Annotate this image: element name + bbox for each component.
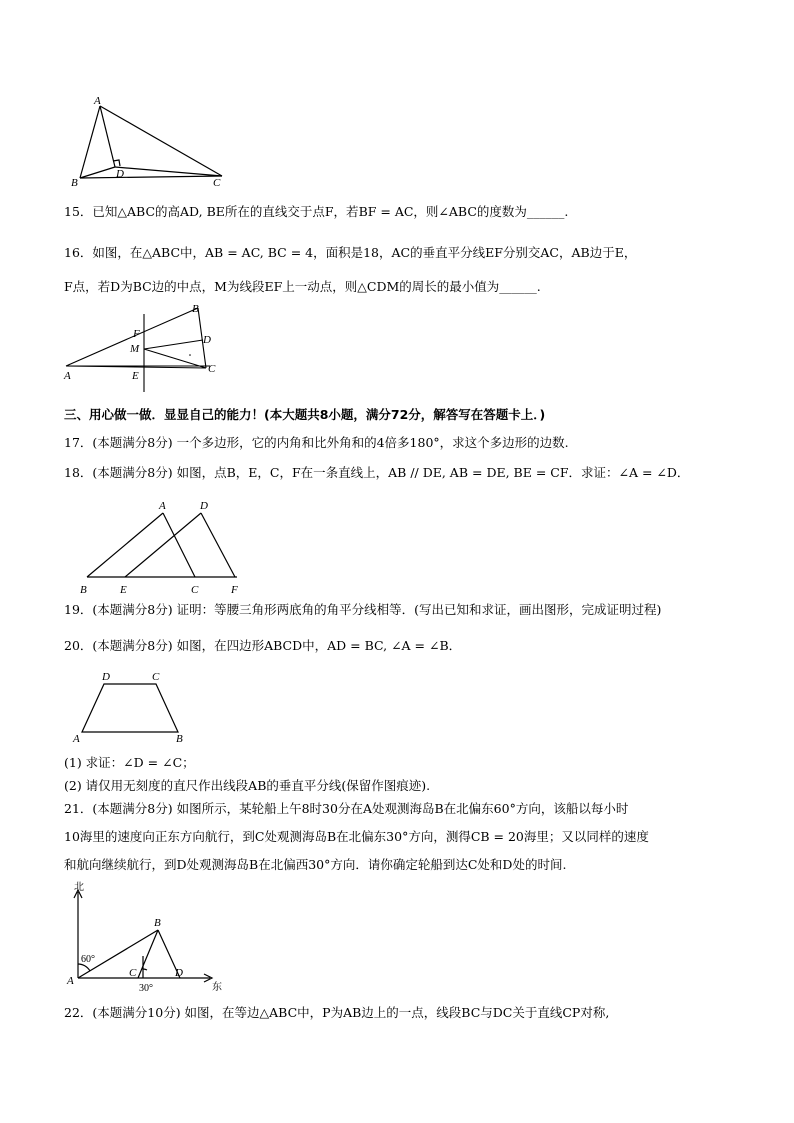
figure-q21: [62, 880, 232, 995]
figure-q14: [60, 90, 240, 190]
question-19: 19．(本题满分8分) 证明：等腰三角形两底角的角平分线相等．(写出已知和求证，画出图形，完成证明过程): [64, 602, 662, 617]
figure-q18-svg: [75, 495, 255, 600]
label-A: A: [159, 500, 166, 512]
label-C: C: [213, 177, 221, 189]
label-C: C: [152, 671, 160, 683]
question-22: 22．(本题满分10分) 如图，在等边△ABC中，P为AB边上的一点，线段BC与DC关于直线CP对称,: [64, 1005, 610, 1020]
question-21-line2: 10海里的速度向正东方向航行，到C处观测海岛B在北偏东30°方向，测得CB = 20海里；又以同样的速度: [64, 829, 649, 844]
north-label: 北: [74, 882, 84, 893]
label-D: D: [203, 334, 211, 346]
east-label: 东: [212, 982, 222, 993]
figure-q21-svg: [62, 880, 232, 995]
label-B: B: [80, 584, 87, 596]
question-18: 18．(本题满分8分) 如图，点B，E，C，F在一条直线上，AB // DE, AB = DE, BE = CF．求证：∠A = ∠D．: [64, 465, 690, 480]
question-16-line2: F点，若D为BC边的中点，M为线段EF上一动点，则△CDM的周长的最小值为______.: [64, 279, 541, 294]
label-C: C: [208, 363, 216, 375]
label-F: F: [231, 584, 238, 596]
figure-q14-svg: [60, 90, 240, 190]
figure-q16: [60, 300, 230, 390]
question-21-line3: 和航向继续航行，到D处观测海岛B在北偏西30°方向．请你确定轮船到达C处和D处的时间.: [64, 857, 567, 872]
label-A: A: [67, 975, 74, 987]
label-A: A: [73, 733, 80, 745]
figure-q20: [68, 668, 198, 746]
question-20-part2: (2) 请仅用无刻度的直尺作出线段AB的垂直平分线(保留作图痕迹).: [64, 778, 431, 793]
angle-60: 60°: [81, 954, 95, 965]
question-17: 17．(本题满分8分) 一个多边形，它的内角和比外角和的4倍多180°，求这个多边形的边数.: [64, 435, 569, 450]
figure-q18: [75, 495, 255, 600]
label-D: D: [102, 671, 110, 683]
question-16-line1: 16．如图，在△ABC中，AB = AC, BC = 4，面积是18，AC的垂直平分线EF分别交AC，AB边于E，: [64, 245, 637, 260]
question-21-line1: 21．(本题满分8分) 如图所示，某轮船上午8时30分在A处观测海岛B在北偏东60°方向，该船以每小时: [64, 801, 629, 816]
label-E: E: [120, 584, 127, 596]
label-B: B: [71, 177, 78, 189]
label-D: D: [116, 168, 124, 180]
label-B: B: [176, 733, 183, 745]
label-M: M: [130, 343, 140, 355]
label-B: B: [192, 303, 199, 315]
label-A: A: [94, 95, 101, 107]
section-3-heading: 三、用心做一做．显显自己的能力！(本大题共8小题，满分72分，解答写在答题卡上．): [64, 407, 546, 422]
question-20-part1: (1) 求证：∠D = ∠C；: [64, 755, 195, 770]
label-A: A: [64, 370, 71, 382]
label-B: B: [154, 917, 161, 929]
question-20: 20．(本题满分8分) 如图，在四边形ABCD中，AD = BC, ∠A = ∠B．: [64, 638, 462, 653]
angle-30: 30°: [139, 983, 153, 994]
label-F: F: [133, 328, 140, 340]
label-D: D: [200, 500, 208, 512]
label-C: C: [129, 967, 137, 979]
label-E: E: [132, 370, 139, 382]
figure-q20-svg: [68, 668, 198, 746]
figure-q16-svg: [60, 300, 230, 390]
label-D: D: [175, 967, 183, 979]
label-C: C: [191, 584, 199, 596]
question-15: 15．已知△ABC的高AD, BE所在的直线交于点F，若BF = AC，则∠ABC的度数为______.: [64, 204, 569, 219]
